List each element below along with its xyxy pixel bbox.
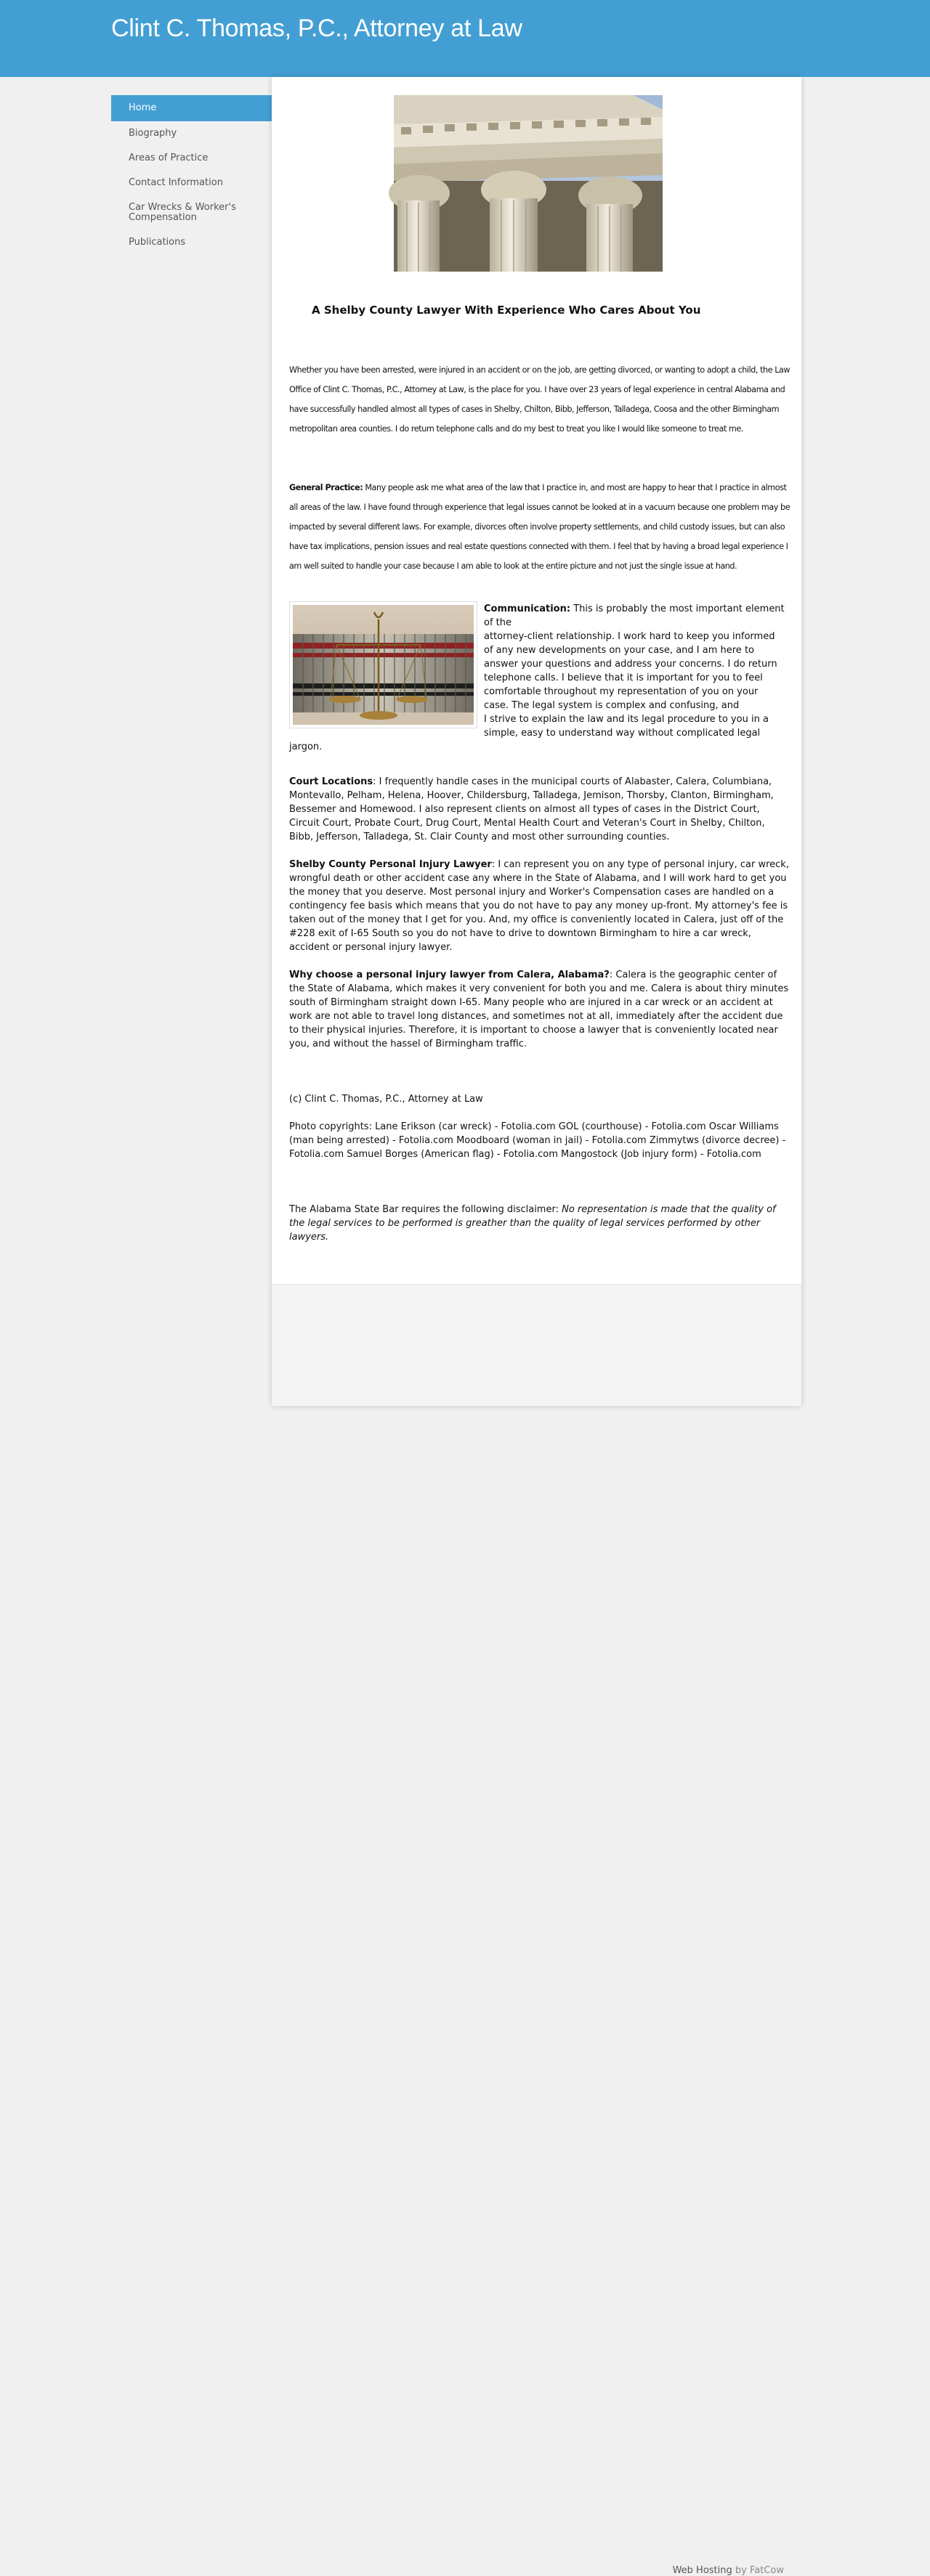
court-locations-label: Court Locations bbox=[289, 776, 373, 787]
why-calera-paragraph bbox=[289, 968, 790, 1051]
court-locations-paragraph bbox=[289, 775, 790, 844]
general-practice-text: Many people ask me what area of the law that I practice in, and most are happy to hear that I practice in almost all areas of the law. I have found through experience that legal issues cannot be looked at in a vacuum because one problem may be impacted by several different laws. For example, divorces often involve property settlements, and child custody issues, but can also have tax implications, pension issues and real estate questions connected with them. I feel that by having a broad legal experience I am well suited to handle your case because I am able to look at the entire picture and not just the single issue at hand. bbox=[289, 483, 790, 571]
nav-item-biography[interactable]: Biography bbox=[129, 128, 177, 139]
sidebar-nav bbox=[111, 95, 272, 255]
disclaimer-text: No representation is made that the quality of the legal services to be performed is greather than the quality of legal services performed by other lawyers. bbox=[289, 1204, 776, 1243]
communication-tail: jargon. bbox=[289, 741, 323, 752]
why-calera-label: Why choose a personal injury lawyer from Calera, Alabama? bbox=[289, 970, 610, 980]
web-hosting-credit bbox=[673, 2565, 784, 2576]
nav-item-contact-information[interactable]: Contact Information bbox=[129, 177, 223, 188]
courthouse-columns-image bbox=[394, 95, 663, 272]
photo-credits: Photo copyrights: Lane Erikson (car wreck) - Fotolia.com GOL (courthouse) - Fotolia.com Oscar Williams (man being arrested) - Fotolia.com Moodboard (woman in jail) - Fotolia.com Zimmytws (divorce decree) - Fotolia.com Samuel Borges (American flag) - Fotolia.com Mangostock (Job injury form) - Fotolia.com bbox=[289, 1121, 786, 1160]
why-calera-text: : Calera is the geographic center of the State of Alabama, which makes it very convenient for both you and me. Calera is about thiry minutes south of Birmingham straight down I-65. Many people who are injured in a car wreck or an accident at work are not able to travel long distances, and sometimes not at all, immediately after the accident due to their physical injuries. Therefore, it is important to choose a lawyer that is conveniently located near you, and without the hassel of Birmingham traffic. bbox=[289, 970, 789, 1049]
communication-paragraph bbox=[484, 602, 785, 740]
site-title[interactable]: Clint C. Thomas, P.C., Attorney at Law bbox=[111, 15, 522, 42]
page-headline: A Shelby County Lawyer With Experience Who Cares About You bbox=[312, 304, 701, 317]
communication-text: attorney-client relationship. I work hard to keep you informed of any new developments on your case, and I am here to answer your questions and address your concerns. I do return telephone calls. I believe that it is important for you to feel comfortable throughout my representation of you on your case. The legal system is complex and confusing, and bbox=[484, 631, 777, 711]
intro-paragraph: Whether you have been arrested, were injured in an accident or on the job, are getting divorced, or wanting to adopt a child, the Law Office of Clint C. Thomas, P.C., Attorney at Law, is the place for you. I have over 23 years of legal experience in central Alabama and have successfully handled almost all types of cases in Shelby, Chilton, Bibb, Jefferson, Talladega, Coosa and the other Birmingham metropolitan area counties. I do return telephone calls and do my best to treat you like I would like someone to treat me. bbox=[289, 365, 790, 434]
site-header bbox=[0, 0, 930, 77]
general-practice-label: General Practice: bbox=[289, 483, 363, 492]
nav-item-car-wrecks[interactable]: Car Wrecks & Worker's Compensation bbox=[129, 202, 236, 223]
shelby-injury-label: Shelby County Personal Injury Lawyer bbox=[289, 859, 492, 870]
copyright-notice: (c) Clint C. Thomas, P.C., Attorney at Law bbox=[289, 1094, 483, 1105]
nav-item-home[interactable]: Home bbox=[111, 95, 272, 121]
shelby-injury-paragraph bbox=[289, 858, 790, 954]
communication-label: Communication: bbox=[484, 604, 571, 614]
bar-disclaimer bbox=[289, 1203, 790, 1244]
court-locations-text: : I frequently handle cases in the municipal courts of Alabaster, Calera, Columbiana, Montevallo, Pelham, Helena, Hoover, Childersburg, Talladega, Jemison, Thorsby, Clanton, Birmingham, Bessemer and Homewood. I also represent clients on almost all types of cases in the District Court, Circuit Court, Probate Court, Drug Court, Mental Health Court and Veteran's Court in Shelby, Chilton, Bibb, Jefferson, Talladega, St. Clair County and most other surrounding counties. bbox=[289, 776, 774, 842]
main-content bbox=[272, 77, 801, 2576]
law-books-scales-image bbox=[289, 601, 477, 728]
nav-item-publications[interactable]: Publications bbox=[129, 237, 186, 248]
communication-text-2: I strive to explain the law and its legal procedure to you in a simple, easy to understand way without complicated legal bbox=[484, 714, 769, 739]
nav-item-areas-of-practice[interactable]: Areas of Practice bbox=[129, 153, 209, 163]
shelby-injury-text: : I can represent you on any type of personal injury, car wreck, wrongful death or other accident case any where in the State of Alabama, and I will work hard to get you the money that you deserve. Most personal injury and Worker's Compensation cases are handled on a contingency fee basis which means that you do not have to pay any money up-front. My attorney's fee is taken out of the money that I get for you. And, my office is conveniently located in Calera, just off of the #228 exit of I-65 South so you do not have to drive to downtown Birmingham to hire a car wreck, accident or personal injury lawyer. bbox=[289, 859, 789, 953]
web-hosting-by: by bbox=[732, 2565, 750, 2576]
fatcow-link[interactable]: FatCow bbox=[749, 2565, 784, 2576]
web-hosting-link[interactable]: Web Hosting bbox=[672, 2565, 732, 2576]
general-practice-paragraph bbox=[289, 478, 790, 576]
disclaimer-lead: The Alabama State Bar requires the following disclaimer: bbox=[289, 1204, 559, 1215]
communication-line1: This is probably the most important element of the bbox=[484, 604, 785, 628]
footer bbox=[272, 1284, 801, 2576]
